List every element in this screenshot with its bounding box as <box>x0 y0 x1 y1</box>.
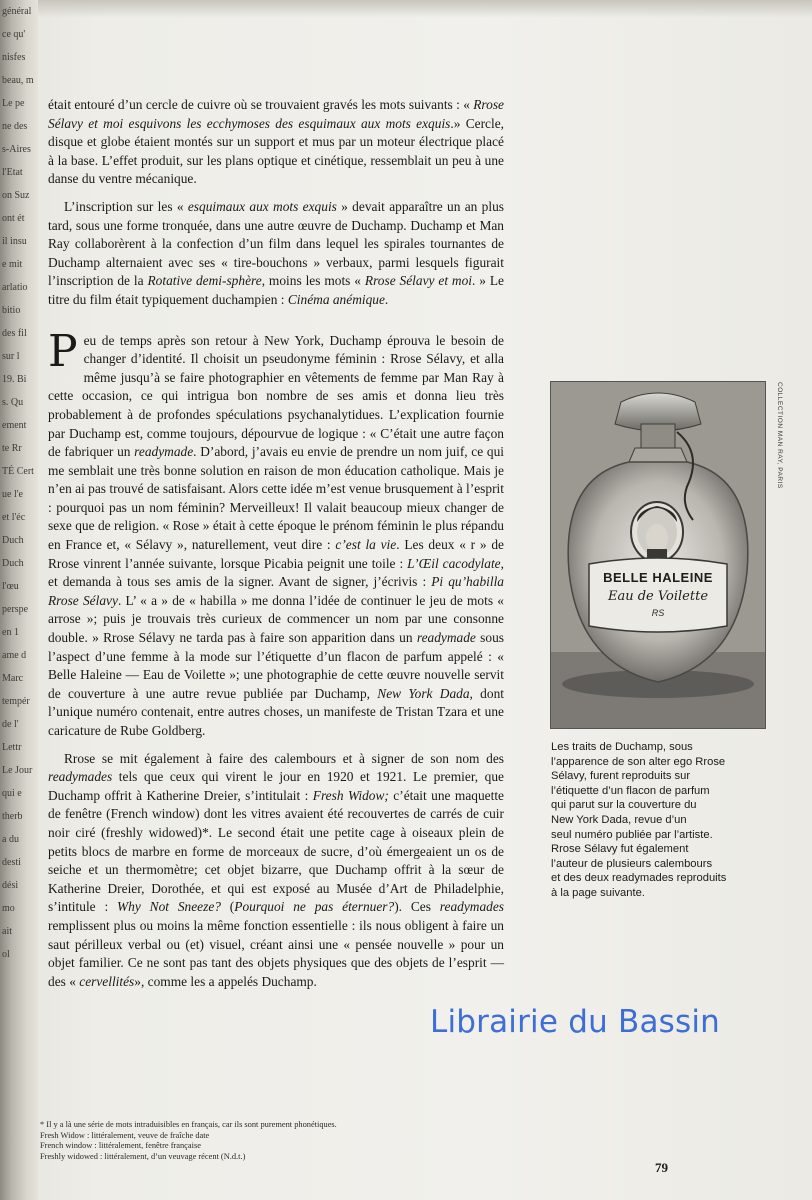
page-number: 79 <box>655 1160 668 1175</box>
caption-line: Les traits de Duchamp, sous <box>551 741 693 753</box>
italic-text: New York Dada <box>377 685 470 701</box>
facing-page-fragment: beau, m <box>2 75 34 86</box>
facing-page-fragment: te Rr <box>2 443 22 454</box>
text-run: tels que ceux qui virent le jour en 1920 et 1921. Le premier, que Duchamp offrit à Katherine Dreier, s’intitulait : <box>48 769 504 803</box>
caption-line: Sélavy, furent reproduits sur <box>551 770 691 783</box>
text-run: remplissent plus ou moins la même fonction essentielle : ils nous obligent à faire un saut périlleux verbal ou (et) visuel, créant ainsi une « pensée nouvelle » pour un objet familier. Ce ne sont pas tant des objets physiques que des objets de l’esprit — des « <box>48 917 504 989</box>
facing-page-fragment: Duch <box>2 535 24 546</box>
caption-line: l’étiquette d’un flacon de parfum <box>551 784 710 797</box>
text-run: , et demanda à tous ses amis de la signer. Avant de signer, j’écrivis : <box>48 555 504 590</box>
facing-page-fragment: Marc <box>2 673 24 684</box>
text-run: ). Ces <box>394 899 440 915</box>
facing-page-fragment: e mit <box>2 259 23 270</box>
paragraph <box>48 750 504 992</box>
facing-page-fragment: ait <box>2 926 12 937</box>
facing-page-fragment: bitio <box>2 305 21 316</box>
italic-text: Fresh Widow; <box>312 787 389 803</box>
italic-text: readymades <box>439 899 504 915</box>
facing-page-fragment: et l'éc <box>2 512 26 523</box>
photo-credit: COLLECTION MAN RAY, PARIS <box>776 382 783 489</box>
caption-line: seul numéro publiée par l’artiste. <box>551 828 713 841</box>
facing-page-fragment: Duch <box>2 558 24 569</box>
facing-page-fragment: général <box>2 6 32 17</box>
italic-text: Rrose Sélavy et moi esquivons les ecchymoses des esquimaux aux mots exquis <box>48 97 504 131</box>
footnote-line: Freshly widowed : littéralement, d’un veuvage récent (N.d.t.) <box>40 1151 246 1161</box>
facing-page-fragment: s. Qu <box>2 397 24 408</box>
facing-page-fragment: de l' <box>2 719 19 730</box>
facing-page-fragment: ement <box>2 420 27 431</box>
italic-text: Cinéma anémique <box>287 291 385 307</box>
caption-line: Rrose Sélavy fut également <box>551 843 689 856</box>
italic-text: Rotative demi-sphère <box>147 273 262 289</box>
text-run: » devait apparaître un an plus tard, sous une forme tronquée, dans une autre œuvre de Duchamp. Duchamp et Man Ray collaborèrent à la confection d’un film dans lequel les spirales tournantes de Duchamp alternaient avec ses « tire-bouchons » verbaux, parmi lesquels figurait l’inscription de la <box>48 198 504 289</box>
facing-page-fragment: a du <box>2 834 19 845</box>
text-run: , dont l’unique numéro contenait, entre autres choses, un manifeste de Tristan Tzara et une caricature de Rube Goldberg. <box>48 685 504 738</box>
article-text <box>48 96 504 1000</box>
facing-page-fragment: tempér <box>2 696 30 707</box>
caption-line: qui parut sur la couverture du <box>551 799 697 812</box>
text-run: ( <box>220 899 235 915</box>
caption-line: l’apparence de son alter ego Rrose <box>551 755 726 768</box>
facing-page-fragment: TÉ Cert <box>2 466 34 477</box>
text-run: », comme les a appelés Duchamp. <box>134 973 317 989</box>
italic-text: Pi qu’habilla Rrose Sélavy <box>48 574 504 608</box>
text-run: c’était une maquette de fenêtre (French window) dont les vitres avaient été recouvertes de carrés de cuir noir ciré (freshly widowed)*. Le second était une petite cage à oiseaux plein de petits blocs de marbre en forme de morceaux de sucre, d’où émergeaient un os de seiche et un thermomètre; cet objet bizarre, que Duchamp offrit à la sœur de Katherine Dreier, Dorothée, et qui est exposé au Musée d’Art de Philadelphie, s’intitule : <box>48 787 504 915</box>
facing-page-fragment: s-Aires <box>2 144 31 155</box>
caption-line: à la page suivante. <box>551 886 645 899</box>
drop-cap: P <box>48 325 78 377</box>
facing-page-fragment: des fil <box>2 328 27 339</box>
facing-page-fragment: en 1 <box>2 627 19 638</box>
facing-page-fragment: therb <box>2 811 23 822</box>
text-run: eu de temps après son retour à New York, Duchamp éprouva le besoin de changer d’identité. Il choisit un pseudonyme féminin : Rrose Sélavy, et alla même jusqu’à se faire photographier en vêtements de femme par Man Ray à cette occasion, ce qui intrigua bon nombre de ses amis et donna lieu très probablement à de profondes spéculations psychanalytidues. L’explication fournie par Duchamp est, comme toujours, dépourvue de logique : « C’était une autre façon de fabriquer un <box>48 332 504 460</box>
italic-text: esquimaux aux mots exquis <box>187 198 337 214</box>
text-run: sous l’aspect d’une femme à la mode sur l’étiquette d’un flacon de parfum appelé : « Belle Haleine — Eau de Voilette »; une photographie de cette œuvre nouvelle servit de couverture à une autre revue publiée par Duchamp, <box>48 630 504 701</box>
bottle-label-title: BELLE HALEINE <box>603 570 713 585</box>
facing-page-fragment: l'Etat <box>2 167 23 178</box>
facing-page-fragment: ol <box>2 949 10 960</box>
facing-page-fragment: Lettr <box>2 742 22 753</box>
paragraph <box>48 325 504 741</box>
caption-line: l’auteur de plusieurs calembours <box>551 857 713 870</box>
facing-page-fragment: perspe <box>2 604 29 615</box>
perfume-bottle-illustration <box>551 382 765 728</box>
facing-page-fragment: 19. Bi <box>2 374 27 385</box>
facing-page-fragment: desti <box>2 857 21 868</box>
text-run: . Les deux « r » de Rrose vinrent l’année suivante, lorsque Picabia peignit une toile : <box>48 537 504 571</box>
facing-page-fragment: mo <box>2 903 15 914</box>
facing-page-edge <box>0 0 38 1200</box>
text-run: , moins les mots « <box>261 273 365 289</box>
italic-text: readymade <box>134 444 194 460</box>
facing-page-fragment: ne des <box>2 121 28 132</box>
italic-text: c’est la vie <box>335 537 397 553</box>
italic-text: Pourquoi ne pas éternuer? <box>234 899 395 915</box>
caption-line: New York Dada, revue d’un <box>551 813 687 826</box>
text-run: .» Cercle, disque et globe étaient montés sur un support et mus par un moteur électrique placé à la base. L’effet produit, sur les plans optique et cinétique, ressemblait un peu à une danse du ventre mécanique. <box>48 115 504 187</box>
text-run: était entouré d’un cercle de cuivre où se trouvaient gravés les mots suivants : « <box>48 97 474 112</box>
facing-page-fragment: ue l'e <box>2 489 23 500</box>
watermark: Librairie du Bassin <box>430 1004 721 1040</box>
italic-text: readymade <box>416 630 476 646</box>
facing-page-fragment: qui e <box>2 788 22 799</box>
text-run: . » Le titre du film était typiquement duchampien : <box>48 273 504 307</box>
bottle-label-subtitle: Eau de Voilette <box>607 589 709 604</box>
facing-page-fragment: ame d <box>2 650 27 661</box>
italic-text: Rrose Sélavy et moi <box>364 273 473 289</box>
perfume-bottle-photo <box>551 382 765 728</box>
caption-line: et des deux readymades reproduits <box>551 872 727 885</box>
paragraph <box>48 198 504 310</box>
italic-text: readymades <box>48 769 113 785</box>
facing-page-fragment: l'œu <box>2 581 19 592</box>
facing-page-fragment: dési <box>2 880 19 891</box>
facing-page-fragment: Le pe <box>2 98 25 109</box>
footnote-line: Fresh Widow : littéralement, veuve de fraîche date <box>40 1130 210 1140</box>
footnotes <box>40 1120 500 1162</box>
italic-text: Why Not Sneeze? <box>117 899 221 915</box>
facing-page-fragment: sur l <box>2 351 20 362</box>
paragraph <box>48 96 504 189</box>
footnote-line: French window : littéralement, fenêtre française <box>40 1141 201 1151</box>
facing-page-fragment: on Suz <box>2 190 30 201</box>
footnote-line: * Il y a là une série de mots intraduisibles en français, car ils sont purement phonétiques. <box>40 1120 337 1129</box>
photo-caption <box>551 740 771 901</box>
text-run: Rrose se mit également à faire des calembours et à signer de son nom des <box>64 750 504 766</box>
facing-page-fragment: ce qu' <box>2 29 26 40</box>
italic-text: cervellités <box>79 973 135 989</box>
bottle-label-monogram: RS <box>651 608 665 618</box>
text-run: L’inscription sur les « <box>64 198 188 214</box>
facing-page-fragment: il insu <box>2 236 27 247</box>
italic-text: L’Œil cacodylate <box>407 555 501 571</box>
facing-page-fragment: arlatio <box>2 282 28 293</box>
facing-page-fragment: Le Jour <box>2 765 33 776</box>
facing-page-fragment: ont ét <box>2 213 25 224</box>
top-shadow <box>38 0 812 18</box>
text-run: . L’ « a » de « habilla » me donna l’idée de continuer le jeu de mots « arrose »; puis je trouvais très curieux de commencer un nom par une consonne double. » Rrose Sélavy ne tarda pas à faire son apparition dans un <box>48 592 504 646</box>
text-run: . <box>384 291 389 307</box>
facing-page-fragment: nisfes <box>2 52 26 63</box>
text-run: . D’abord, j’avais eu envie de prendre un nom juif, ce qui me semblait une très bonne solution en raison de mon éducation catholique. Mais je n’en ai pas trouvé de satisfaisant. Alors cette idée m’est venue brusquement à l’esprit : pourquoi pas un nom féminin? Merveilleux! Il valait beaucoup mieux changer de sexe que de religion. « Rose » était à cette époque le prénom féminin le plus répandu en France et, « Sélavy », naturellement, veut dire : <box>48 444 504 553</box>
